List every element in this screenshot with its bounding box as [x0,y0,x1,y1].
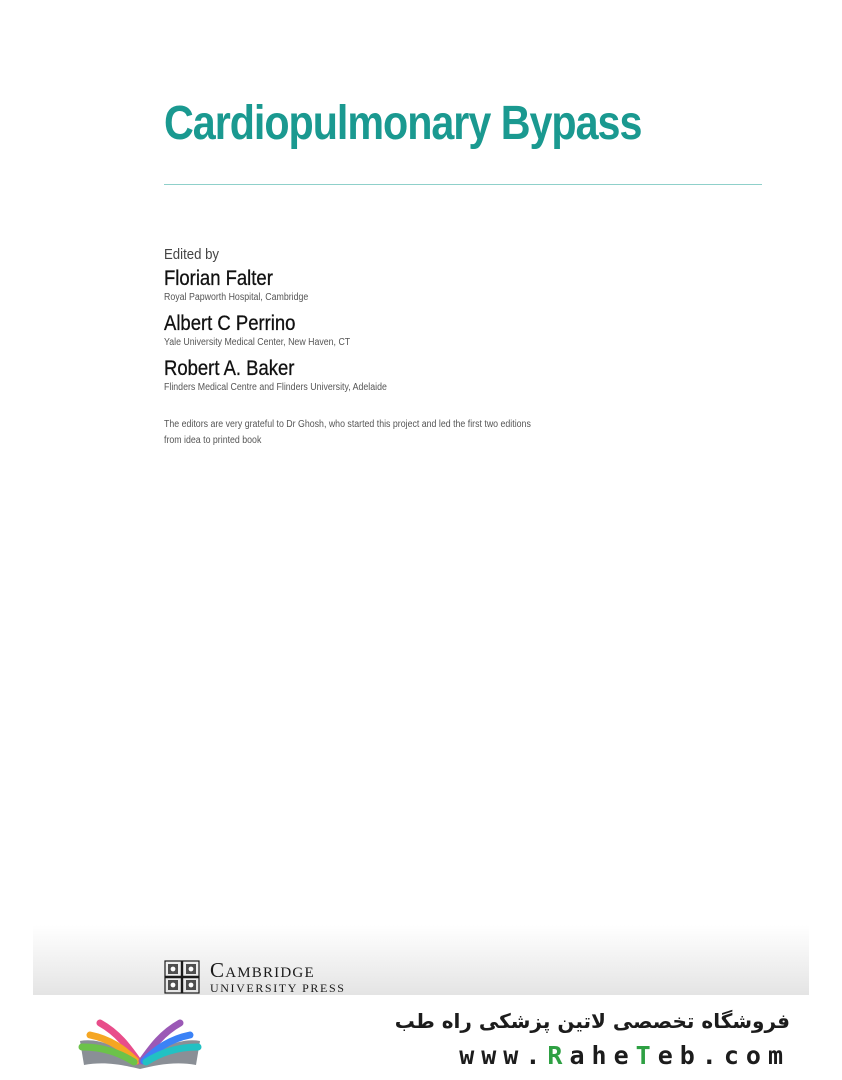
acknowledgement-note [164,417,531,449]
editor-name: Robert A. Baker [164,357,295,380]
open-book-icon [76,1007,204,1071]
editors-block [164,244,724,401]
editor-entry [164,356,724,395]
publisher-logo [164,960,346,996]
url-accent-letter: T [635,1041,658,1070]
url-accent-letter: R [547,1041,570,1070]
editor-name: Albert C Perrino [164,312,296,335]
publisher-subtitle: UNIVERSITY PRESS [210,981,346,995]
store-url[interactable] [459,1041,790,1070]
acknowledgement-line: from idea to printed book [164,435,262,446]
url-segment: ahe [569,1041,636,1070]
store-banner [0,995,842,1080]
publisher-name: Cambridge [210,958,315,982]
editor-name: Florian Falter [164,267,273,290]
crest-icon [164,960,200,994]
url-suffix: eb.com [657,1041,790,1070]
store-name: فروشگاه تخصصی لاتین پزشکی راه طب [394,1009,790,1033]
url-prefix: www. [459,1041,548,1070]
acknowledgement-line: The editors are very grateful to Dr Ghosh, who started this project and led the first two editions [164,419,531,430]
footer-shadow-band [33,925,809,995]
publisher-wordmark [210,960,346,995]
editor-entry [164,311,724,350]
edited-by-label: Edited by [164,246,220,263]
title-divider [164,184,762,185]
editor-affiliation: Yale University Medical Center, New Haven, CT [164,337,351,348]
editor-affiliation: Flinders Medical Centre and Flinders University, Adelaide [164,382,387,393]
editor-entry [164,266,724,305]
book-title: Cardiopulmonary Bypass [164,97,642,150]
editor-affiliation: Royal Papworth Hospital, Cambridge [164,292,309,303]
